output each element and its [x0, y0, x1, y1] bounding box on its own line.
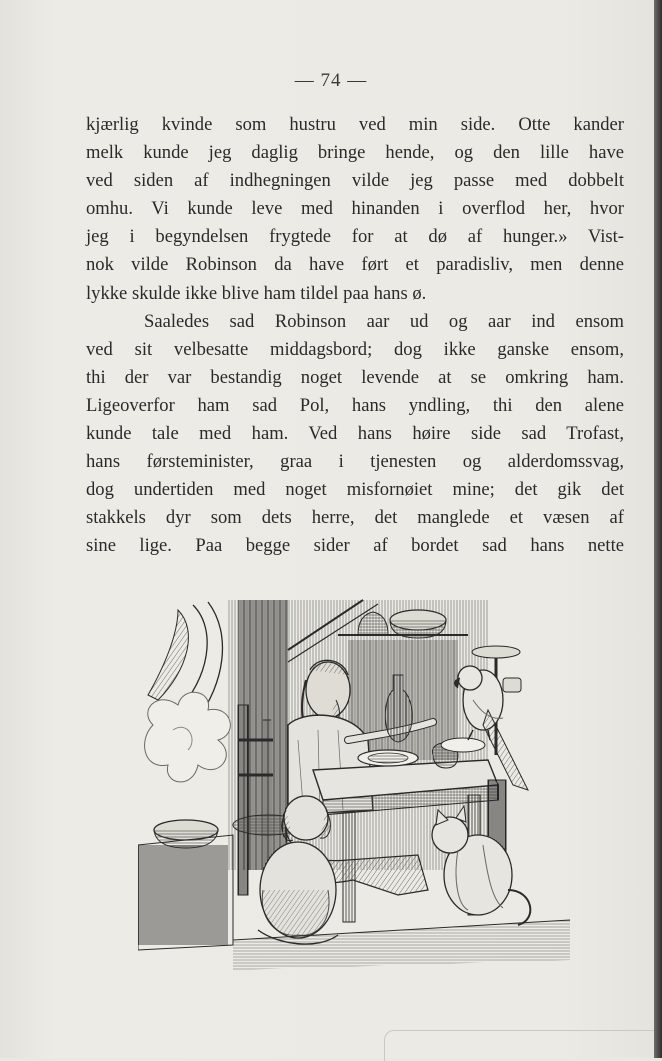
text-line: sine lige. Paa begge sider af bordet sad hans nette	[86, 535, 624, 557]
text-line: Ligeoverfor ham sad Pol, hans yndling, thi den alene	[86, 394, 624, 416]
text-line: ved siden af indhegningen vilde jeg passe med dobbelt	[86, 170, 624, 192]
text-line: jeg i begyndelsen frygtede for at dø af hunger.» Vist-	[86, 226, 624, 248]
paragraph-start-line: Saaledes sad Robinson aar ud og aar ind ensom	[144, 310, 624, 332]
steaming-cookpot	[138, 692, 233, 950]
text-line: dog undertiden med noget misfornøiet mine; det gik det	[86, 479, 624, 501]
text-line: omhu. Vi kunde leve med hinanden i overflod her, hvor	[86, 198, 624, 220]
page-number: — 74 —	[294, 70, 368, 91]
book-spine-edge	[654, 0, 662, 1058]
text-line: nok vilde Robinson da have ført et paradisliv, men denne	[86, 254, 624, 276]
page-corner-edge	[384, 1030, 655, 1061]
text-line: hans førsteminister, graa i tjenesten og alderdomssvag,	[86, 451, 624, 473]
text-line: lykke skulde ikke blive ham tildel paa hans ø.	[86, 282, 427, 304]
text-line: melk kunde jeg daglig bringe hende, og den lille have	[86, 142, 624, 164]
engraving-robinson-at-table	[138, 590, 570, 970]
text-line: kunde tale med ham. Ved hans høire side sad Trofast,	[86, 423, 624, 445]
text-line: kjærlig kvinde som hustru ved min side. Otte kander	[86, 114, 624, 135]
text-line: ved sit velbesatte middagsbord; dog ikke ganske ensom,	[86, 338, 624, 360]
text-line: stakkels dyr som dets herre, det manglede et væsen af	[86, 507, 624, 529]
body-text	[86, 111, 624, 561]
text-line: thi der var bestandig noget levende at se omkring ham.	[86, 366, 624, 388]
